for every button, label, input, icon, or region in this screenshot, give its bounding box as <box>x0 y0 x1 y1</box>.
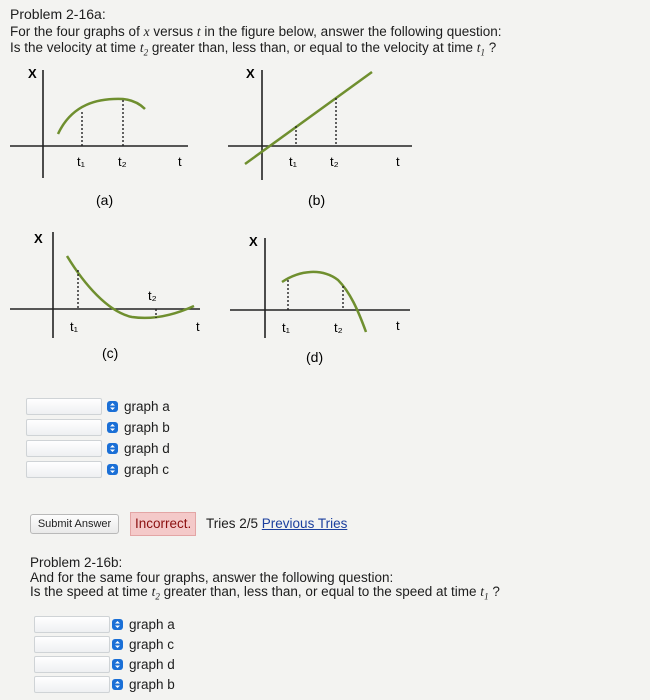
answer-a-row-2 <box>26 419 102 436</box>
graph-b-t2-label: t₂ <box>330 154 339 169</box>
graph-b-t1-label: t₁ <box>289 154 297 169</box>
answer-a-label-1: graph a <box>124 399 170 414</box>
graph-d-t-label: t <box>396 318 400 333</box>
problem-a-line1: For the four graphs of x versus t in the figure below, answer the following question: <box>10 24 502 39</box>
graph-d-x-label: X <box>249 234 258 249</box>
graph-d <box>230 234 410 365</box>
graph-a-curve <box>58 99 145 134</box>
answer-b-row-1 <box>34 616 110 633</box>
answer-b-row-3 <box>34 656 110 673</box>
graph-d-t2-label: t₂ <box>334 320 343 335</box>
answer-b-input-3[interactable] <box>34 656 110 673</box>
incorrect-status-badge: Incorrect. <box>130 512 196 536</box>
submit-answer-button[interactable]: Submit Answer <box>30 514 119 534</box>
problem-b-line1: And for the same four graphs, answer the following question: <box>30 570 394 585</box>
graph-c-t2-label: t₂ <box>148 288 157 303</box>
answer-a-label-4: graph c <box>124 462 170 477</box>
answer-a-input-3[interactable] <box>26 440 102 457</box>
previous-tries-link[interactable]: Previous Tries <box>261 516 348 531</box>
graph-c-t-label: t <box>196 319 200 334</box>
graph-b-caption: (b) <box>308 192 326 208</box>
problem-a-title: Problem 2-16a: <box>10 6 106 22</box>
tries-info <box>206 516 347 531</box>
graph-c <box>10 231 200 361</box>
answer-a-row-1 <box>26 398 102 415</box>
answer-b-input-2[interactable] <box>34 636 110 653</box>
answer-b-input-4[interactable] <box>34 676 110 693</box>
graph-a-t-label: t <box>178 154 182 169</box>
graph-a-t2-label: t₂ <box>118 154 127 169</box>
graph-d-caption: (d) <box>306 349 324 365</box>
select-arrows-icon[interactable] <box>112 659 123 670</box>
select-arrows-icon[interactable] <box>112 639 123 650</box>
answer-b-label-1: graph a <box>129 617 175 632</box>
answer-a-label-3: graph d <box>124 441 170 456</box>
answer-b-label-3: graph d <box>129 657 175 672</box>
graph-a-t1-label: t₁ <box>77 154 85 169</box>
graphs-figure <box>0 60 650 380</box>
answer-b-label-2: graph c <box>129 637 175 652</box>
select-arrows-icon[interactable] <box>107 443 118 454</box>
select-arrows-icon[interactable] <box>107 464 118 475</box>
answer-a-row-4 <box>26 461 102 478</box>
answer-b-row-2 <box>34 636 110 653</box>
answer-a-row-3 <box>26 440 102 457</box>
graph-d-t1-label: t₁ <box>282 320 290 335</box>
select-arrows-icon[interactable] <box>107 401 118 412</box>
tries-count: Tries 2/5 <box>206 516 259 531</box>
select-arrows-icon[interactable] <box>112 679 123 690</box>
graph-c-caption: (c) <box>102 345 119 361</box>
graph-a-caption: (a) <box>96 192 114 208</box>
answer-a-input-2[interactable] <box>26 419 102 436</box>
answer-b-row-4 <box>34 676 110 693</box>
answer-b-label-4: graph b <box>129 677 175 692</box>
answer-a-input-4[interactable] <box>26 461 102 478</box>
graph-b-t-label: t <box>396 154 400 169</box>
problem-b-title: Problem 2-16b: <box>30 555 123 570</box>
graph-c-x-label: X <box>34 231 43 246</box>
select-arrows-icon[interactable] <box>112 619 123 630</box>
graph-a <box>10 66 188 208</box>
graph-a-x-label: X <box>28 66 37 81</box>
graph-b <box>228 66 412 208</box>
graph-c-t1-label: t₁ <box>70 319 78 334</box>
graph-b-curve <box>245 72 372 164</box>
graph-b-x-label: X <box>246 66 255 81</box>
answer-b-input-1[interactable] <box>34 616 110 633</box>
problem-b-question: Is the speed at time $t_2$ greater than, less than, or equal to the speed at time $t_1$ ? <box>30 584 500 602</box>
problem-a-question: Is the velocity at time $t_2$ greater than, less than, or equal to the velocity at time $t_1$ ? <box>10 40 497 58</box>
answer-a-label-2: graph b <box>124 420 170 435</box>
select-arrows-icon[interactable] <box>107 422 118 433</box>
graph-d-curve <box>282 272 366 332</box>
answer-a-input-1[interactable] <box>26 398 102 415</box>
